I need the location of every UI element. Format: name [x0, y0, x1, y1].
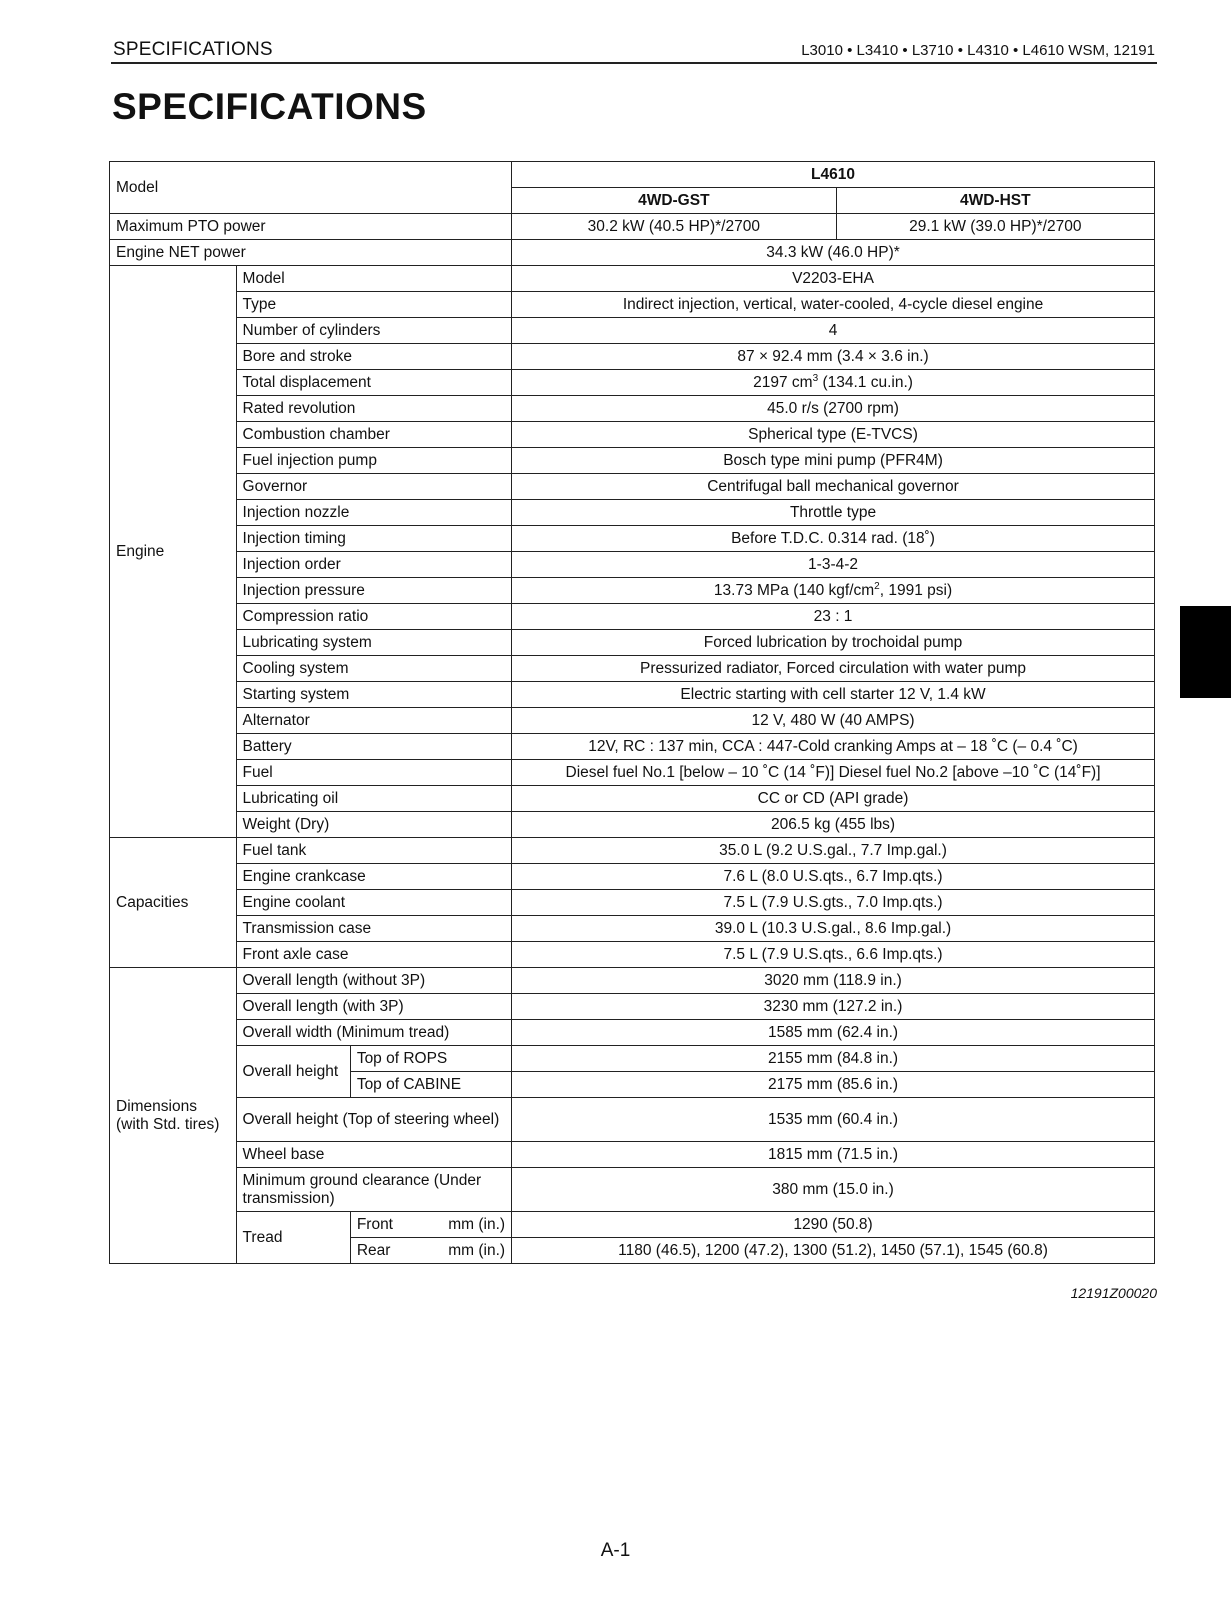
spec-value: 3020 mm (118.9 in.)	[512, 968, 1155, 994]
figure-code: 12191Z00020	[1070, 1285, 1157, 1301]
tread-position: Front	[356, 1215, 393, 1233]
spec-label: Model	[236, 266, 512, 292]
model-header-row	[110, 162, 1155, 188]
dimension-row	[110, 1098, 1155, 1142]
specifications-table	[109, 161, 1155, 1264]
engine-row	[110, 344, 1155, 370]
spec-value: 1815 mm (71.5 in.)	[512, 1142, 1155, 1168]
engine-row	[110, 708, 1155, 734]
net-power-row	[110, 240, 1155, 266]
spec-value: 45.0 r/s (2700 rpm)	[512, 396, 1155, 422]
engine-row	[110, 526, 1155, 552]
engine-row	[110, 500, 1155, 526]
engine-row	[110, 656, 1155, 682]
dimension-row	[110, 1168, 1155, 1212]
spec-value: Spherical type (E-TVCS)	[512, 422, 1155, 448]
model-name: L4610	[512, 162, 1155, 188]
spec-value: 2155 mm (84.8 in.)	[512, 1046, 1155, 1072]
dimension-row	[110, 994, 1155, 1020]
spec-label: Type	[236, 292, 512, 318]
engine-row	[110, 760, 1155, 786]
dimension-row	[110, 1020, 1155, 1046]
spec-label: Weight (Dry)	[236, 812, 512, 838]
capacity-row	[110, 838, 1155, 864]
spec-label: Lubricating system	[236, 630, 512, 656]
engine-group-label: Engine	[110, 266, 237, 838]
spec-value: 1-3-4-2	[512, 552, 1155, 578]
spec-label: Alternator	[236, 708, 512, 734]
spec-label: Fuel tank	[236, 838, 512, 864]
spec-value: Bosch type mini pump (PFR4M)	[512, 448, 1155, 474]
spec-label: Fuel injection pump	[236, 448, 512, 474]
spec-value: 12 V, 480 W (40 AMPS)	[512, 708, 1155, 734]
spec-value: CC or CD (API grade)	[512, 786, 1155, 812]
spec-label: Total displacement	[236, 370, 512, 396]
pto-row	[110, 214, 1155, 240]
spec-value: 2175 mm (85.6 in.)	[512, 1072, 1155, 1098]
spec-value	[512, 578, 1155, 604]
spec-value: Forced lubrication by trochoidal pump	[512, 630, 1155, 656]
spec-value: Indirect injection, vertical, water-cooled, 4-cycle diesel engine	[512, 292, 1155, 318]
engine-row	[110, 474, 1155, 500]
engine-row	[110, 630, 1155, 656]
spec-label: Number of cylinders	[236, 318, 512, 344]
spec-value: 7.5 L (7.9 U.S.qts., 6.6 Imp.qts.)	[512, 942, 1155, 968]
spec-value: 35.0 L (9.2 U.S.gal., 7.7 Imp.gal.)	[512, 838, 1155, 864]
spec-value: 7.5 L (7.9 U.S.gts., 7.0 Imp.qts.)	[512, 890, 1155, 916]
spec-value: Electric starting with cell starter 12 V, 1.4 kW	[512, 682, 1155, 708]
spec-value: 12V, RC : 137 min, CCA : 447-Cold cranking Amps at – 18 ˚C (– 0.4 ˚C)	[512, 734, 1155, 760]
header-rule	[111, 62, 1157, 64]
spec-label: Front axle case	[236, 942, 512, 968]
spec-value: 87 × 92.4 mm (3.4 × 3.6 in.)	[512, 344, 1155, 370]
spec-value: Pressurized radiator, Forced circulation with water pump	[512, 656, 1155, 682]
dimension-row	[110, 1142, 1155, 1168]
dimension-row	[110, 1046, 1155, 1072]
engine-row	[110, 578, 1155, 604]
spec-value: V2203-EHA	[512, 266, 1155, 292]
tread-label: Tread	[236, 1212, 350, 1264]
spec-label: Injection nozzle	[236, 500, 512, 526]
net-power-label: Engine NET power	[110, 240, 512, 266]
spec-label: Overall width (Minimum tread)	[236, 1020, 512, 1046]
spec-value	[512, 370, 1155, 396]
spec-label: Rated revolution	[236, 396, 512, 422]
variant-gst: 4WD-GST	[512, 188, 837, 214]
net-power-value: 34.3 kW (46.0 HP)*	[512, 240, 1155, 266]
spec-value: 206.5 kg (455 lbs)	[512, 812, 1155, 838]
value-part: (134.1 cu.in.)	[818, 373, 913, 391]
spec-value: 1535 mm (60.4 in.)	[512, 1098, 1155, 1142]
capacity-row	[110, 916, 1155, 942]
capacities-group-label: Capacities	[110, 838, 237, 968]
spec-value: 1290 (50.8)	[512, 1212, 1155, 1238]
spec-label: Battery	[236, 734, 512, 760]
spec-value: Centrifugal ball mechanical governor	[512, 474, 1155, 500]
value-part: , 1991 psi)	[879, 581, 953, 599]
spec-label: Combustion chamber	[236, 422, 512, 448]
spec-label: Engine crankcase	[236, 864, 512, 890]
spec-label: Cooling system	[236, 656, 512, 682]
spec-label: Top of CABINE	[350, 1072, 511, 1098]
spec-label: Overall height (Top of steering wheel)	[236, 1098, 512, 1142]
running-header-section: SPECIFICATIONS	[113, 39, 273, 60]
spec-value: 39.0 L (10.3 U.S.gal., 8.6 Imp.gal.)	[512, 916, 1155, 942]
tread-unit: mm (in.)	[448, 1241, 506, 1259]
value-part: 13.73 MPa (140 kgf/cm	[713, 581, 875, 599]
dimension-row	[110, 1212, 1155, 1238]
spec-value: 7.6 L (8.0 U.S.qts., 6.7 Imp.qts.)	[512, 864, 1155, 890]
spec-label: Starting system	[236, 682, 512, 708]
engine-row	[110, 422, 1155, 448]
spec-label: Overall length (with 3P)	[236, 994, 512, 1020]
tread-position: Rear	[356, 1241, 391, 1259]
dimension-row	[110, 968, 1155, 994]
engine-row	[110, 734, 1155, 760]
engine-row	[110, 448, 1155, 474]
variant-hst: 4WD-HST	[836, 188, 1154, 214]
spec-label: Minimum ground clearance (Under transmission)	[236, 1168, 512, 1212]
spec-label: Fuel	[236, 760, 512, 786]
engine-row	[110, 292, 1155, 318]
spec-value: 4	[512, 318, 1155, 344]
engine-row	[110, 812, 1155, 838]
engine-row	[110, 552, 1155, 578]
engine-row	[110, 266, 1155, 292]
engine-row	[110, 318, 1155, 344]
pto-label: Maximum PTO power	[110, 214, 512, 240]
value-superscript: 3	[812, 372, 819, 384]
spec-label: Engine coolant	[236, 890, 512, 916]
value-part: 2197 cm	[753, 373, 813, 391]
spec-label: Lubricating oil	[236, 786, 512, 812]
pto-gst-value: 30.2 kW (40.5 HP)*/2700	[512, 214, 837, 240]
spec-value: Diesel fuel No.1 [below – 10 ˚C (14 ˚F)] Diesel fuel No.2 [above –10 ˚C (14˚F)]	[512, 760, 1155, 786]
spec-label: Governor	[236, 474, 512, 500]
tread-sub-label	[350, 1212, 511, 1238]
spec-value: 1585 mm (62.4 in.)	[512, 1020, 1155, 1046]
value-superscript: 2	[874, 580, 880, 592]
spec-label: Injection order	[236, 552, 512, 578]
capacity-row	[110, 890, 1155, 916]
spec-value: 3230 mm (127.2 in.)	[512, 994, 1155, 1020]
thumb-tab-marker	[1180, 606, 1231, 698]
engine-row	[110, 682, 1155, 708]
capacity-row	[110, 864, 1155, 890]
model-label: Model	[110, 162, 512, 214]
engine-row	[110, 604, 1155, 630]
spec-value: Throttle type	[512, 500, 1155, 526]
running-header-models: L3010 • L3410 • L3710 • L4310 • L4610 WSM, 12191	[801, 42, 1155, 59]
spec-value: 1180 (46.5), 1200 (47.2), 1300 (51.2), 1450 (57.1), 1545 (60.8)	[512, 1238, 1155, 1264]
tread-unit: mm (in.)	[448, 1215, 506, 1233]
spec-value: 380 mm (15.0 in.)	[512, 1168, 1155, 1212]
dimensions-group-label: Dimensions (with Std. tires)	[110, 968, 237, 1264]
spec-label: Wheel base	[236, 1142, 512, 1168]
page-number: A-1	[600, 1540, 631, 1561]
spec-value: 23 : 1	[512, 604, 1155, 630]
spec-label: Injection timing	[236, 526, 512, 552]
spec-label: Bore and stroke	[236, 344, 512, 370]
spec-label: Overall length (without 3P)	[236, 968, 512, 994]
overall-height-label: Overall height	[236, 1046, 350, 1098]
engine-row	[110, 396, 1155, 422]
capacity-row	[110, 942, 1155, 968]
page-title: SPECIFICATIONS	[112, 86, 427, 127]
spec-label: Injection pressure	[236, 578, 512, 604]
spec-label: Compression ratio	[236, 604, 512, 630]
pto-hst-value: 29.1 kW (39.0 HP)*/2700	[836, 214, 1154, 240]
engine-row	[110, 370, 1155, 396]
spec-label: Transmission case	[236, 916, 512, 942]
spec-value: Before T.D.C. 0.314 rad. (18˚)	[512, 526, 1155, 552]
spec-label: Top of ROPS	[350, 1046, 511, 1072]
tread-sub-label	[350, 1238, 511, 1264]
engine-row	[110, 786, 1155, 812]
